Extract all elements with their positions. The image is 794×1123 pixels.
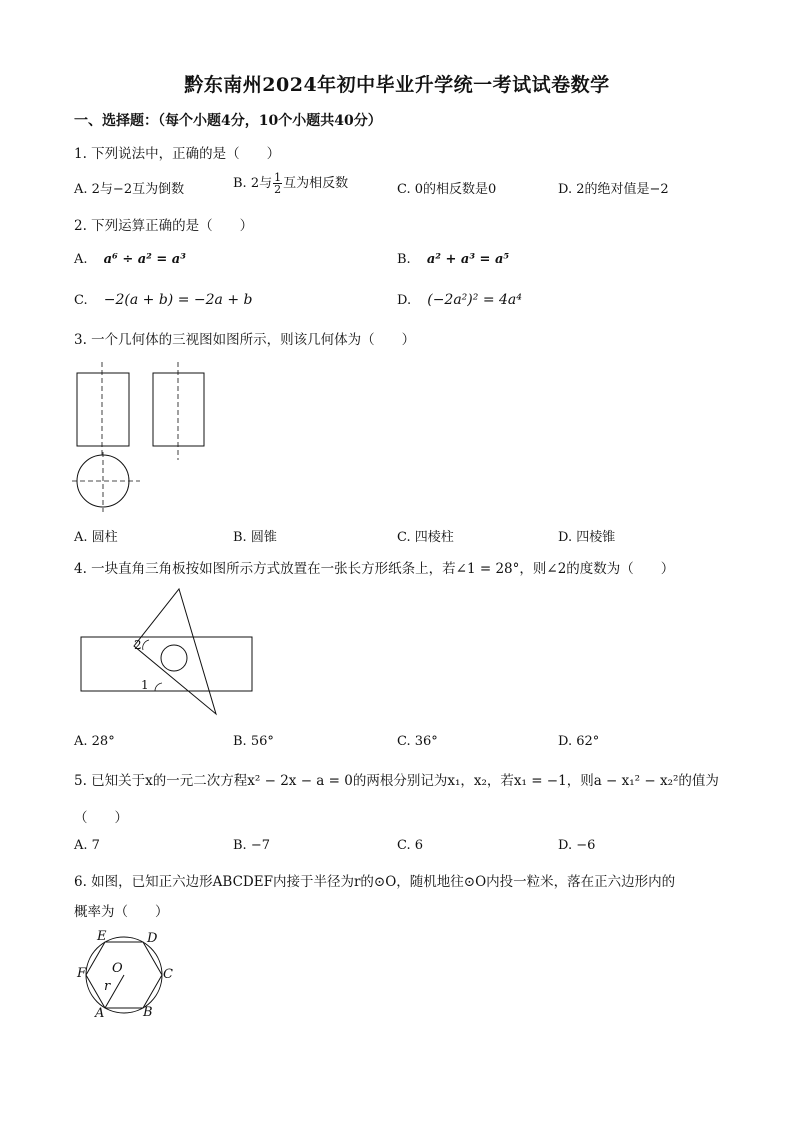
angle-1-arc	[155, 683, 162, 691]
question-6-stem-line2: 概率为（ ）	[74, 904, 169, 920]
q2-option-a-label: A.	[74, 252, 88, 267]
q2-option-a-expression: a⁶ ÷ a² = a³	[103, 252, 186, 267]
set-square	[134, 589, 216, 714]
q1-option-d: D. 2的绝对值是−2	[558, 182, 669, 197]
hexagon-label-c: C	[163, 967, 173, 982]
q2-option-b-label: B.	[397, 252, 411, 267]
q1-option-c: C. 0的相反数是0	[397, 182, 497, 197]
q2-option-c-expression: −2(a + b) = −2a + b	[103, 292, 253, 308]
q4-option-b: B. 56°	[233, 734, 274, 749]
hexagon-label-d: D	[147, 931, 158, 946]
q5-option-a: A. 7	[74, 838, 100, 853]
hexagon-label-f: F	[77, 966, 87, 981]
q2-option-d-label: D.	[397, 293, 412, 308]
q5-option-c: C. 6	[397, 838, 424, 853]
q3-option-b: B. 圆锥	[233, 530, 277, 545]
question-3-stem: 3. 一个几何体的三视图如图所示，则该几何体为（ ）	[74, 332, 416, 348]
q3-option-c: C. 四棱柱	[397, 530, 454, 545]
question-1-stem: 1. 下列说法中，正确的是（ ）	[74, 146, 281, 162]
hexagon-label-e: E	[97, 929, 107, 944]
q3-option-d: D. 四棱锥	[558, 530, 616, 545]
set-square-hole	[161, 645, 187, 671]
section-heading: 一、选择题：（每个小题4分，10个小题共40分）	[74, 113, 382, 129]
question-5-paren: （ ）	[74, 810, 128, 826]
q3-option-a: A. 圆柱	[74, 530, 118, 545]
radius-label-r: r	[104, 979, 111, 994]
question-2-stem: 2. 下列运算正确的是（ ）	[74, 218, 254, 234]
page-title: 黔东南州2024年初中毕业升学统一考试试卷数学	[184, 74, 610, 96]
hexagon-label-a: A	[95, 1006, 105, 1021]
front-view-rect	[77, 373, 129, 446]
q2-option-b-expression: a² + a³ = a⁵	[426, 252, 510, 267]
q5-option-b: B. −7	[233, 838, 270, 853]
hexagon-label-b: B	[143, 1005, 153, 1020]
fraction-denominator: 2	[274, 183, 282, 196]
q4-option-a: A. 28°	[74, 734, 115, 749]
q1-option-b-prefix: B. 2与	[233, 176, 273, 191]
center-label-o: O	[112, 961, 123, 976]
q4-option-c: C. 36°	[397, 734, 438, 749]
angle-1-label: 1	[141, 678, 149, 692]
q1-option-b-suffix: 互为相反数	[283, 176, 349, 191]
q4-option-d: D. 62°	[558, 734, 600, 749]
paper-strip	[81, 637, 252, 691]
q2-option-c-label: C.	[74, 293, 88, 308]
side-view-rect	[153, 373, 204, 446]
q5-option-d: D. −6	[558, 838, 596, 853]
q2-option-d-expression: (−2a²)² = 4a⁴	[427, 292, 522, 308]
fraction-numerator: 1	[274, 171, 282, 184]
angle-2-arc	[143, 640, 149, 650]
angle-2-label: 2	[134, 638, 142, 652]
q1-option-a: A. 2与−2互为倒数	[74, 182, 185, 197]
question-4-stem: 4. 一块直角三角板按如图所示方式放置在一张长方形纸条上，若∠1 = 28°，则∠2的度数为（ ）	[74, 561, 675, 577]
question-5-stem: 5. 已知关于x的一元二次方程x² − 2x − a = 0的两根分别记为x₁，x₂，若x₁ = −1，则a − x₁² − x₂²的值为	[74, 773, 719, 789]
question-6-stem: 6. 如图，已知正六边形ABCDEF内接于半径为r的⊙O，随机地往⊙O内投一粒米，落在正六边形内的	[74, 874, 676, 890]
